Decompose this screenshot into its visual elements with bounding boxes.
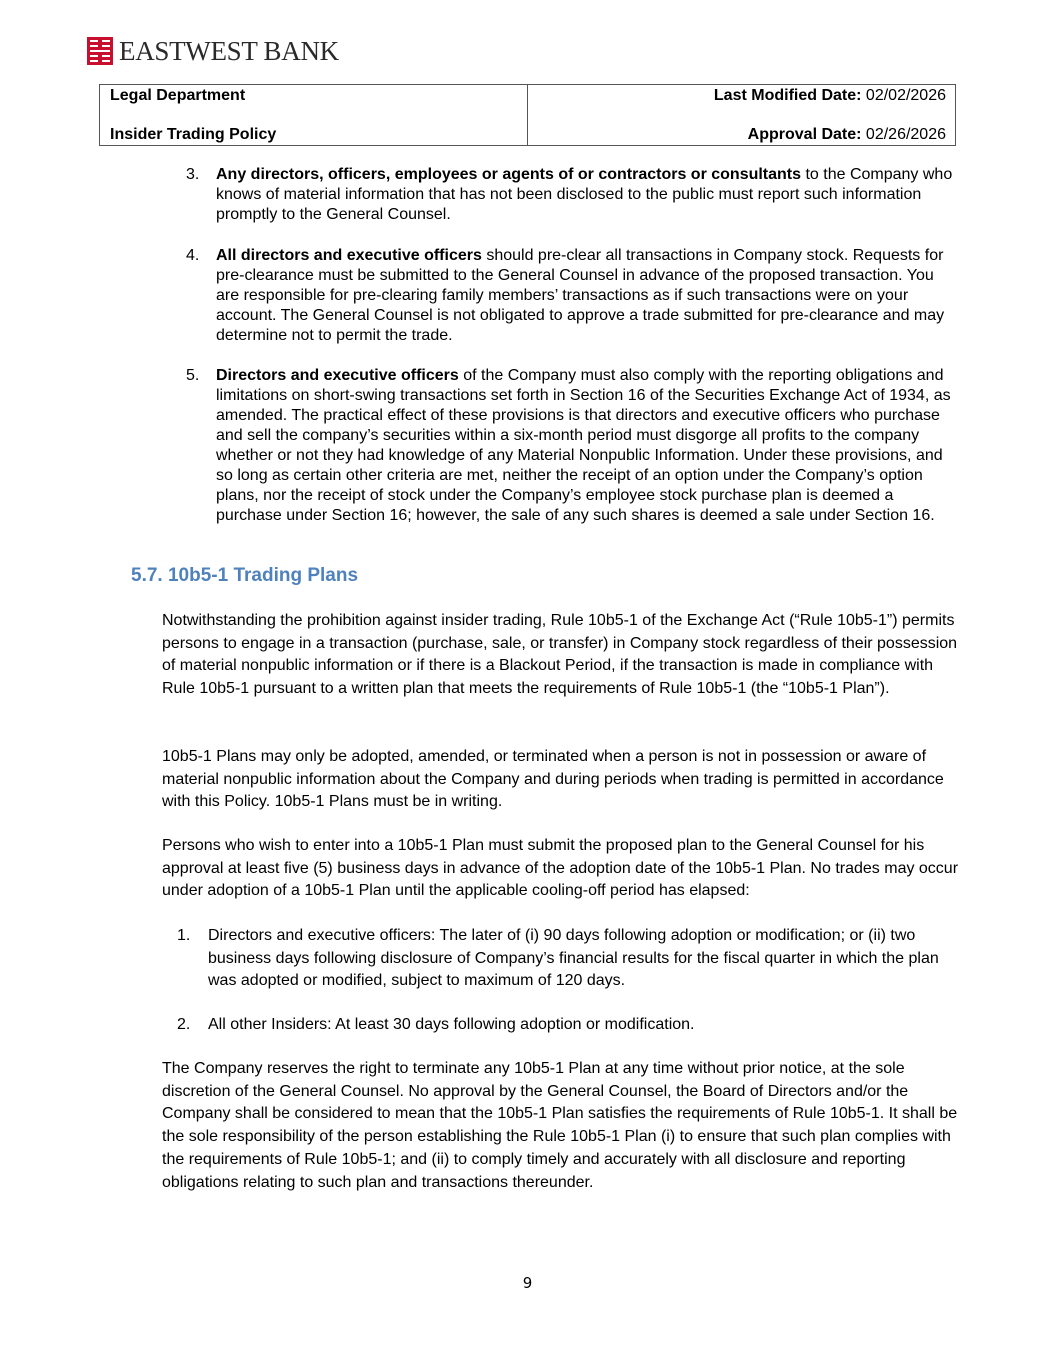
list-item-text	[216, 246, 956, 346]
last-modified-date	[714, 87, 946, 105]
last-modified-label: Last Modified Date:	[713, 87, 862, 104]
list-item-number: 5.	[186, 367, 200, 384]
section-heading: 5.7. 10b5-1 Trading Plans	[131, 565, 359, 586]
list-item-bold: Directors and executive officers	[216, 367, 459, 384]
page-number: 9	[522, 1274, 533, 1292]
paragraph: 10b5-1 Plans may only be adopted, amended, or terminated when a person is not in possession or aware of material nonpublic information about the Company and during periods when trading is permitted in accordance with this Policy. 10b5-1 Plans must be in writing.	[162, 748, 944, 811]
list-item-text	[216, 366, 956, 526]
paragraph: Notwithstanding the prohibition against insider trading, Rule 10b5-1 of the Exchange Act (“Rule 10b5-1”) permits persons to engage in a transaction (purchase, sale, or transfer) in Company stock regardless of their possession of material nonpublic information or if there is a Blackout Period, if the transaction is made in compliance with Rule 10b5-1 pursuant to a written plan that meets the requirements of Rule 10b5-1 (the “10b5-1 Plan”).	[162, 612, 958, 698]
list-item-body: of the Company must also comply with the reporting obligations and limitations on short-swing transactions set forth in Section 16 of the Securities Exchange Act of 1934, as amended. The practical effect of these provisions is that directors and executive officers who purchase and sell the company’s securities within a six-month period must disgorge all profits to the company whether or not they had knowledge of any Material Nonpublic Information. Under these provisions, and so long as certain other criteria are met, neither the receipt of an option under the Company’s option plans, nor the receipt of stock under the Company’s employee stock purchase plan is deemed a purchase under Section 16; however, the sale of any such shares is deemed a sale under Section 16.	[216, 367, 951, 524]
list-item-number: 2.	[177, 1016, 191, 1033]
list-item-number: 1.	[177, 927, 191, 944]
bank-logo	[87, 36, 339, 66]
approval-value: 02/26/2026	[865, 126, 946, 143]
bank-logo-text: EASTWEST BANK	[119, 36, 339, 66]
list-item-text	[216, 165, 956, 225]
policy-title: Insider Trading Policy	[110, 126, 277, 143]
list-item-number: 4.	[186, 247, 200, 264]
list-item-bold: Any directors, officers, employees or agents of or contractors or consultants	[216, 166, 802, 183]
paragraph: Persons who wish to enter into a 10b5-1 Plan must submit the proposed plan to the General Counsel for his approval at least five (5) business days in advance of the adoption date of the 10b5-1 Plan. No trades may occur under adoption of a 10b5-1 Plan until the applicable cooling-off period has elapsed:	[162, 837, 959, 900]
closing-paragraph: The Company reserves the right to terminate any 10b5-1 Plan at any time without prior notice, at the sole discretion of the General Counsel. No approval by the General Counsel, the Board of Directors and/or the Company shall be considered to mean that the 10b5-1 Plan satisfies the requirements of Rule 10b5-1. It shall be the sole responsibility of the person establishing the Rule 10b5-1 Plan (i) to ensure that such plan complies with the requirements of Rule 10b5-1; and (ii) to comply timely and accurately with all disclosure and reporting obligations relating to such plan and transactions thereunder.	[162, 1060, 958, 1191]
list-item-body: should pre-clear all transactions in Company stock. Requests for pre-clearance must be submitted to the General Counsel in advance of the proposed transaction. You are responsible for pre-clearing family members’ transactions as if such transactions were on your account. The General Counsel is not obligated to approve a trade submitted for pre-clearance and may determine not to permit the trade.	[216, 247, 945, 344]
department-label: Legal Department	[110, 87, 246, 104]
list-item-body: to the Company who knows of material information that has not been disclosed to the public must report such information promptly to the General Counsel.	[216, 166, 953, 223]
approval-date	[748, 126, 946, 144]
bank-logo-icon	[87, 37, 113, 65]
document-header-table	[99, 84, 956, 146]
approval-label: Approval Date:	[747, 126, 862, 143]
list-item-text: All other Insiders: At least 30 days following adoption or modification.	[208, 1016, 695, 1033]
list-item-bold: All directors and executive officers	[216, 247, 482, 264]
list-item-number: 3.	[186, 166, 200, 183]
last-modified-value: 02/02/2026	[865, 87, 946, 104]
list-item-text: Directors and executive officers: The later of (i) 90 days following adoption or modification; or (ii) two business days following disclosure of Company’s financial results for the fiscal quarter in which the plan was adopted or modified, subject to maximum of 120 days.	[208, 927, 939, 990]
